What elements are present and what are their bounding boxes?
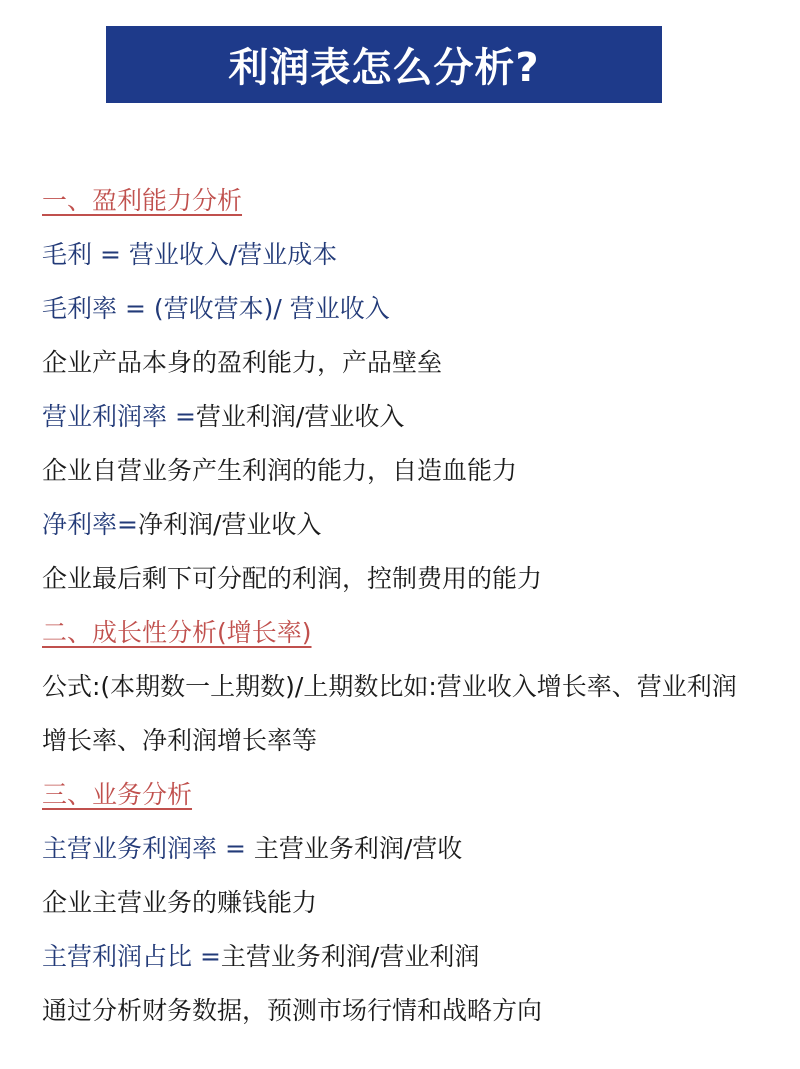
closing-note: 通过分析财务数据，预测市场行情和战略方向 — [42, 996, 543, 1025]
core-margin-formula: 主营业务利润/营收 — [253, 834, 463, 863]
section-heading-growth: 二、成长性分析(增长率) — [42, 618, 312, 647]
operating-margin-note: 企业自营业务产生利润的能力，自造血能力 — [42, 456, 518, 485]
core-share-label: 主营利润占比 = — [42, 942, 221, 971]
net-margin-formula: 净利润/营业收入 — [137, 510, 322, 539]
gross-margin-rate-formula: (营收营本)/ 营业收入 — [153, 294, 390, 323]
net-margin-line — [42, 498, 762, 552]
gross-margin-rate-label: 毛利率 = — [42, 294, 154, 323]
core-margin-line — [42, 822, 762, 876]
gross-margin-rate-line — [42, 282, 762, 336]
net-margin-label: 净利率= — [42, 510, 138, 539]
core-margin-note: 企业主营业务的赚钱能力 — [42, 888, 318, 917]
operating-margin-formula: 营业利润/营业收入 — [195, 402, 405, 431]
gross-margin-formula: 营业收入/营业成本 — [128, 240, 338, 269]
gross-margin-label: 毛利 = — [42, 240, 129, 269]
section-heading-business: 三、业务分析 — [42, 780, 193, 809]
operating-margin-label: 营业利润率 = — [42, 402, 196, 431]
gross-margin-line — [42, 228, 762, 282]
section-heading-profitability: 一、盈利能力分析 — [42, 186, 243, 215]
core-share-formula: 主营业务利润/营业利润 — [220, 942, 480, 971]
title-banner — [106, 26, 662, 103]
net-margin-note: 企业最后剩下可分配的利润，控制费用的能力 — [42, 564, 543, 593]
core-share-line — [42, 930, 762, 984]
core-margin-label: 主营业务利润率 = — [42, 834, 254, 863]
gross-margin-note: 企业产品本身的盈利能力，产品壁垒 — [42, 348, 443, 377]
operating-margin-line — [42, 390, 762, 444]
growth-formula-text: 公式:(本期数一上期数)/上期数比如:营业收入增长率、营业利润增长率、净利润增长率等 — [42, 672, 737, 755]
page-title: 利润表怎么分析? — [228, 45, 540, 91]
article-body — [42, 174, 762, 1038]
